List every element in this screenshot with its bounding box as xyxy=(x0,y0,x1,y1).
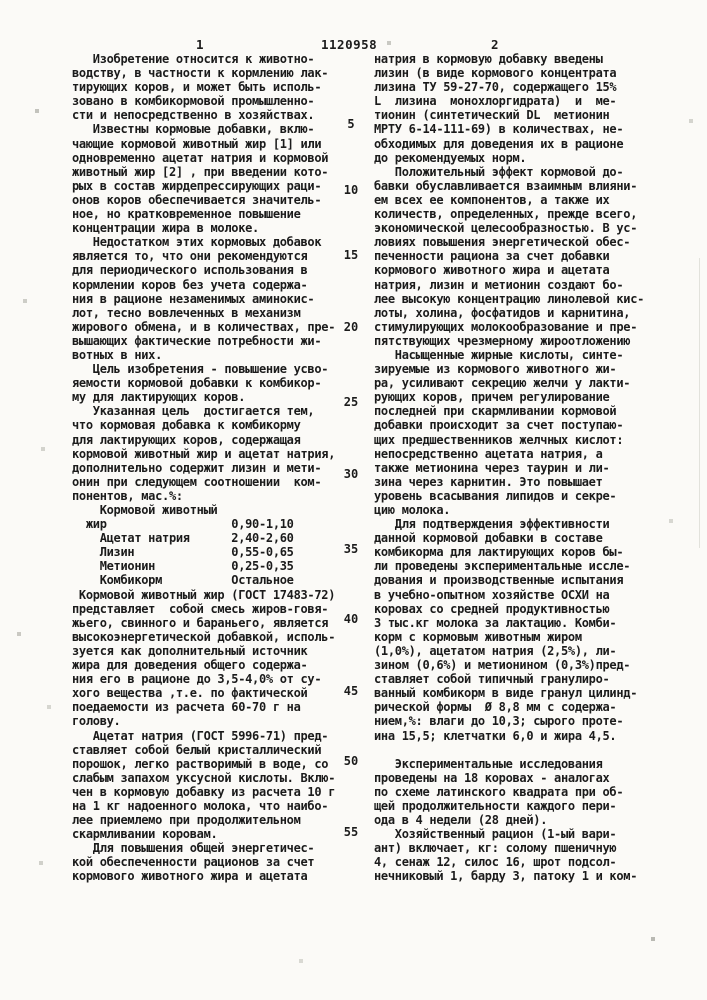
line-number: 10 xyxy=(343,183,359,197)
line-number-gutter xyxy=(339,0,363,1000)
line-number: 55 xyxy=(343,825,359,839)
page-number-right: 2 xyxy=(491,37,500,52)
line-number: 30 xyxy=(343,467,359,481)
line-number: 50 xyxy=(343,754,359,768)
text-column-left: Изобретение относится к животно- водству, в частности к кормлению лак- тирующих коров, и может быть исполь- зовано в комбикормовой промышленно- сти и непосредственно в хозяйствах. Известны кормовые добавки, вклю- чающие кормовой животный жир [1] или одновременно ацетат натрия и кормовой животный жир [2] , при введении кото- рых в состав жирдепрессирующих раци- онов коров обеспечивается значитель- ное, но кратковременное повышение концентрации жира в молоке. Недостатком этих кормовых добавок является то, что они рекомендуются для периодического использования в кормлении коров без учета содержа- ния в рационе незаменимых аминокис- лот, тесно вовлеченных в механизм жирового обмена, и в количествах, пре- вышающих фактические потребности жи- вотных в них. Цель изобретения - повышение усво- яемости кормовой добавки к комбикор- му для лактирующих коров. Указанная цель достигается тем, что кормовая добавка к комбикорму для лактирующих коров, содержащая кормовой животный жир и ацетат натрия, дополнительно содержит лизин и мети- онин при следующем соотношении ком- понентов, мас.%: Кормовой животный жир 0,90-1,10 Ацетат натрия 2,40-2,60 Лизин 0,55-0,65 Метионин 0,25-0,35 Комбикорм Остальное Кормовой животный жир (ГОСТ 17483-72) представляет собой смесь жиров-говя- жьего, свинного и бараньего, является высокоэнергетической добавкой, исполь- зуется как дополнительный источник жира для доведения общего содержа- ния его в рационе до 3,5-4,0% от су- хого вещества ,т.е. по фактической поедаемости из расчета 60-70 г на голову. Ацетат натрия (ГОСТ 5996-71) пред- ставляет собой белый кристаллический порошок, легко растворимый в воде, со слабым запахом уксусной кислоты. Вклю- чен в кормовую добавку из расчета 10 г на 1 кг надоенного молока, что наибо- лее приемлемо при продолжительном скармливании коровам. Для повышения общей энергетичес- кой обеспеченности рационов за счет кормового животного жира и ацетата xyxy=(72,52,336,884)
scan-speckles xyxy=(0,0,2,2)
line-number: 20 xyxy=(343,320,359,334)
line-number: 15 xyxy=(343,248,359,262)
line-number: 35 xyxy=(343,542,359,556)
scan-edge-artifact xyxy=(699,258,700,548)
page-number-left: 1 xyxy=(196,37,205,52)
line-number: 45 xyxy=(343,684,359,698)
line-number: 25 xyxy=(343,395,359,409)
text-column-right: натрия в кормовую добавку введены лизин (в виде кормового концентрата лизина ТУ 59-27-70, содержащего 15% L лизина монохлоргидрата) и ме- тионин (синтетический DL метионин МРТУ 6-14-111-69) в количествах, не- обходимых для доведения их в рационе до рекомендуемых норм. Положительный эффект кормовой до- бавки обуславливается взаимным влияни- ем всех ее компонентов, а также их количеств, определенных, прежде всего, экономической целесообразностью. В ус- ловиях повышения энергетической обес- печенности рациона за счет добавки кормового животного жира и ацетата натрия, лизин и метионин создают бо- лее высокую концентрацию линолевой кис- лоты, холина, фосфатидов и карнитина, стимулирующих молокообразование и пре- пятствующих чрезмерному жироотложению Насыщенные жирные кислоты, синте- зируемые из кормового животного жи- ра, усиливают секрецию желчи у лакти- рующих коров, причем регулирование последней при скармливании кормовой добавки происходит за счет поступаю- щих предшественников желчных кислот: непосредственно ацетата натрия, а также метионина через таурин и ли- зина через карнитин. Это повышает уровень всасывания липидов и секре- цию молока. Для подтверждения эффективности данной кормовой добавки в составе комбикорма для лактирующих коров бы- ли проведены экспериментальные иссле- дования и производственные испытания в учебно-опытном хозяйстве ОСХИ на коровах со средней продуктивностью 3 тыс.кг молока за лактацию. Комби- корм с кормовым животным жиром (1,0%), ацетатом натрия (2,5%), ли- зином (0,6%) и метионином (0,3%)пред- ставляет собой типичный гранулиро- ванный комбикорм в виде гранул цилинд- рической формы Ø 8,8 мм с содержа- нием,%: влаги до 10,3; сырого проте- ина 15,5; клетчатки 6,0 и жира 4,5. Экспериментальные исследования проведены на 18 коровах - аналогах по схеме латинского квадрата при об- щей продолжительности каждого пери- ода в 4 недели (28 дней). Хозяйственный рацион (1-ый вари- ант) включает, кг: солому пшеничную 4, сенаж 12, силос 16, шрот подсол- нечниковый 1, барду 3, патоку 1 и ком- xyxy=(374,52,645,884)
patent-number: 1120958 xyxy=(321,37,378,52)
line-number: 5 xyxy=(347,117,355,131)
line-number: 40 xyxy=(343,612,359,626)
